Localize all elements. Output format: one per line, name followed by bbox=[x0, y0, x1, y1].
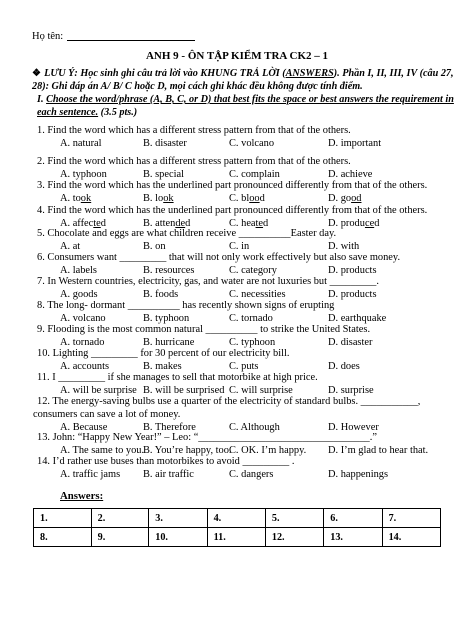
answer-cell[interactable]: 12. bbox=[265, 528, 323, 547]
answer-option-a[interactable]: A. typhoon bbox=[60, 169, 107, 180]
answer-option-a[interactable]: A. goods bbox=[60, 289, 98, 300]
note-part-1: LƯU Ý: Học sinh ghi câu trả lời vào KHUNG TRẢ LỜI ( bbox=[44, 68, 286, 79]
answer-cell[interactable]: 6. bbox=[324, 509, 382, 528]
answer-option-a[interactable]: A. labels bbox=[60, 265, 97, 276]
answer-option-c[interactable]: C. heated bbox=[229, 218, 269, 229]
answer-cell[interactable]: 7. bbox=[382, 509, 440, 528]
answer-option-a[interactable]: A. will be surprise bbox=[60, 385, 137, 396]
answer-option-c[interactable]: C. necessities bbox=[229, 289, 286, 300]
answer-cell[interactable]: 11. bbox=[207, 528, 265, 547]
answer-option-c[interactable]: C. complain bbox=[229, 169, 280, 180]
answer-option-b[interactable]: B. You’re happy, too. bbox=[143, 445, 232, 456]
answer-option-d[interactable]: D. I’m glad to hear that. bbox=[328, 445, 429, 456]
answer-option-a[interactable]: A. volcano bbox=[60, 313, 106, 324]
answer-option-d[interactable]: D. disaster bbox=[328, 337, 373, 348]
name-blank-line bbox=[67, 40, 195, 41]
name-label: Họ tên: bbox=[32, 31, 64, 42]
answer-option-c[interactable]: C. volcano bbox=[229, 138, 275, 149]
section-number: I. bbox=[37, 94, 44, 105]
answer-option-b[interactable]: B. air traffic bbox=[143, 469, 194, 480]
question-text: 14. I’d rather use buses than motorbikes to avoid _________ . bbox=[37, 456, 295, 467]
question-text: 2. Find the word which has a different stress pattern from that of the others. bbox=[37, 156, 351, 167]
answer-option-c[interactable]: C. category bbox=[229, 265, 277, 276]
answer-option-a[interactable]: A. tornado bbox=[60, 337, 105, 348]
answer-option-b[interactable]: B. special bbox=[143, 169, 184, 180]
answer-option-d[interactable]: D. produced bbox=[328, 218, 380, 229]
answer-option-b[interactable]: B. Therefore bbox=[143, 422, 196, 433]
answer-option-c[interactable]: C. puts bbox=[229, 361, 259, 372]
answer-option-d[interactable]: D. achieve bbox=[328, 169, 373, 180]
section-points: (3.5 pts.) bbox=[100, 106, 138, 118]
answer-option-a[interactable]: A. took bbox=[60, 193, 92, 204]
answer-cell[interactable]: 4. bbox=[207, 509, 265, 528]
instruction-note bbox=[32, 68, 462, 93]
question-text: 5. Chocolate and eggs are what children receive __________Easter day. bbox=[37, 228, 337, 239]
answer-option-b[interactable]: B. look bbox=[143, 193, 174, 204]
question-text: 6. Consumers want _________ that will not only work effectively but also save money. bbox=[37, 252, 401, 263]
answer-option-c[interactable]: C. Although bbox=[229, 422, 280, 433]
answer-option-d[interactable]: D. earthquake bbox=[328, 313, 387, 324]
answer-option-d[interactable]: D. does bbox=[328, 361, 360, 372]
answer-option-d[interactable]: D. good bbox=[328, 193, 362, 204]
answer-table bbox=[33, 508, 441, 547]
answer-cell[interactable]: 1. bbox=[34, 509, 92, 528]
answer-row-2 bbox=[34, 528, 441, 547]
section-instruction: Choose the word/phrase (A, B, C, or D) that best fits the space or best answers the requirement in each sentence. bbox=[37, 94, 454, 118]
answer-option-d[interactable]: D. However bbox=[328, 422, 379, 433]
answer-cell[interactable]: 14. bbox=[382, 528, 440, 547]
answer-option-c[interactable]: C. will surprise bbox=[229, 385, 293, 396]
answer-option-c[interactable]: C. blood bbox=[229, 193, 265, 204]
answer-option-c[interactable]: C. dangers bbox=[229, 469, 274, 480]
name-field bbox=[32, 31, 195, 42]
answer-option-a[interactable]: A. at bbox=[60, 241, 81, 252]
answer-option-b[interactable]: B. attended bbox=[143, 218, 191, 229]
question-text: 10. Lighting _________ for 30 percent of our electricity bill. bbox=[37, 348, 290, 359]
question-text: 9. Flooding is the most common natural __________ to strike the United States. bbox=[37, 324, 371, 335]
question-text-continued: consumers can save a lot of money. bbox=[33, 409, 181, 420]
answer-option-d[interactable]: D. happenings bbox=[328, 469, 389, 480]
question-text: 4. Find the word which has the underlined part pronounced differently from that of the others. bbox=[37, 205, 428, 216]
answer-option-a[interactable]: A. affected bbox=[60, 218, 106, 229]
answer-option-a[interactable]: A. traffic jams bbox=[60, 469, 121, 480]
answer-row-1 bbox=[34, 509, 441, 528]
answer-option-c[interactable]: C. typhoon bbox=[229, 337, 276, 348]
answer-option-c[interactable]: C. OK. I’m happy. bbox=[229, 445, 307, 456]
answer-option-c[interactable]: C. in bbox=[229, 241, 250, 252]
answer-option-b[interactable]: B. foods bbox=[143, 289, 179, 300]
answer-option-b[interactable]: B. on bbox=[143, 241, 166, 252]
exam-title: ANH 9 - ÔN TẬP KIỂM TRA CK2 – 1 bbox=[145, 50, 329, 62]
answer-option-a[interactable]: A. Because bbox=[60, 422, 108, 433]
answer-option-a[interactable]: A. The same to you. bbox=[60, 445, 145, 456]
note-answers-word: ANSWERS bbox=[285, 68, 334, 79]
answer-option-d[interactable]: D. products bbox=[328, 265, 377, 276]
answer-cell[interactable]: 5. bbox=[265, 509, 323, 528]
question-text: 3. Find the word which has the underlined part pronounced differently from that of the others. bbox=[37, 180, 428, 191]
answer-cell[interactable]: 8. bbox=[34, 528, 92, 547]
note-part-2: ). Phần I, II, III, IV (câu 27, 28): Ghi đáp án A/ B/ C hoặc D, mọi cách ghi khác đều không được tính điểm. bbox=[32, 68, 454, 92]
answer-option-b[interactable]: B. makes bbox=[143, 361, 182, 372]
answer-cell[interactable]: 10. bbox=[149, 528, 207, 547]
answer-cell[interactable]: 9. bbox=[91, 528, 149, 547]
question-text: 13. John: “Happy New Year!” – Leo: “_________________________________.” bbox=[37, 432, 377, 443]
answer-option-d[interactable]: D. products bbox=[328, 289, 377, 300]
question-text: 8. The long- dormant __________ has recently shown signs of erupting bbox=[37, 300, 335, 311]
answer-option-b[interactable]: B. disaster bbox=[143, 138, 187, 149]
answer-option-d[interactable]: D. important bbox=[328, 138, 382, 149]
answer-option-b[interactable]: B. will be surprised bbox=[143, 385, 225, 396]
diamond-bullet-icon: ❖ bbox=[32, 68, 42, 79]
answer-option-c[interactable]: C. tornado bbox=[229, 313, 273, 324]
answer-cell[interactable]: 3. bbox=[149, 509, 207, 528]
answer-cell[interactable]: 13. bbox=[324, 528, 382, 547]
question-text: 7. In Western countries, electricity, gas, and water are not luxuries but _________. bbox=[37, 276, 379, 287]
answer-option-b[interactable]: B. typhoon bbox=[143, 313, 190, 324]
section-heading bbox=[37, 94, 457, 119]
question-text: 11. I _________ if she manages to sell that motorbike at high price. bbox=[37, 372, 318, 383]
answer-option-d[interactable]: D. with bbox=[328, 241, 360, 252]
question-text: 1. Find the word which has a different stress pattern from that of the others. bbox=[37, 125, 351, 136]
answer-option-b[interactable]: B. hurricane bbox=[143, 337, 195, 348]
answer-cell[interactable]: 2. bbox=[91, 509, 149, 528]
answer-option-d[interactable]: D. surprise bbox=[328, 385, 374, 396]
answer-option-a[interactable]: A. accounts bbox=[60, 361, 110, 372]
answer-option-b[interactable]: B. resources bbox=[143, 265, 195, 276]
question-text: 12. The energy-saving bulbs use a quarter of the electricity of standard bulbs. ___________, bbox=[37, 396, 421, 407]
answer-option-a[interactable]: A. natural bbox=[60, 138, 102, 149]
answers-label: Answers: bbox=[60, 490, 104, 502]
